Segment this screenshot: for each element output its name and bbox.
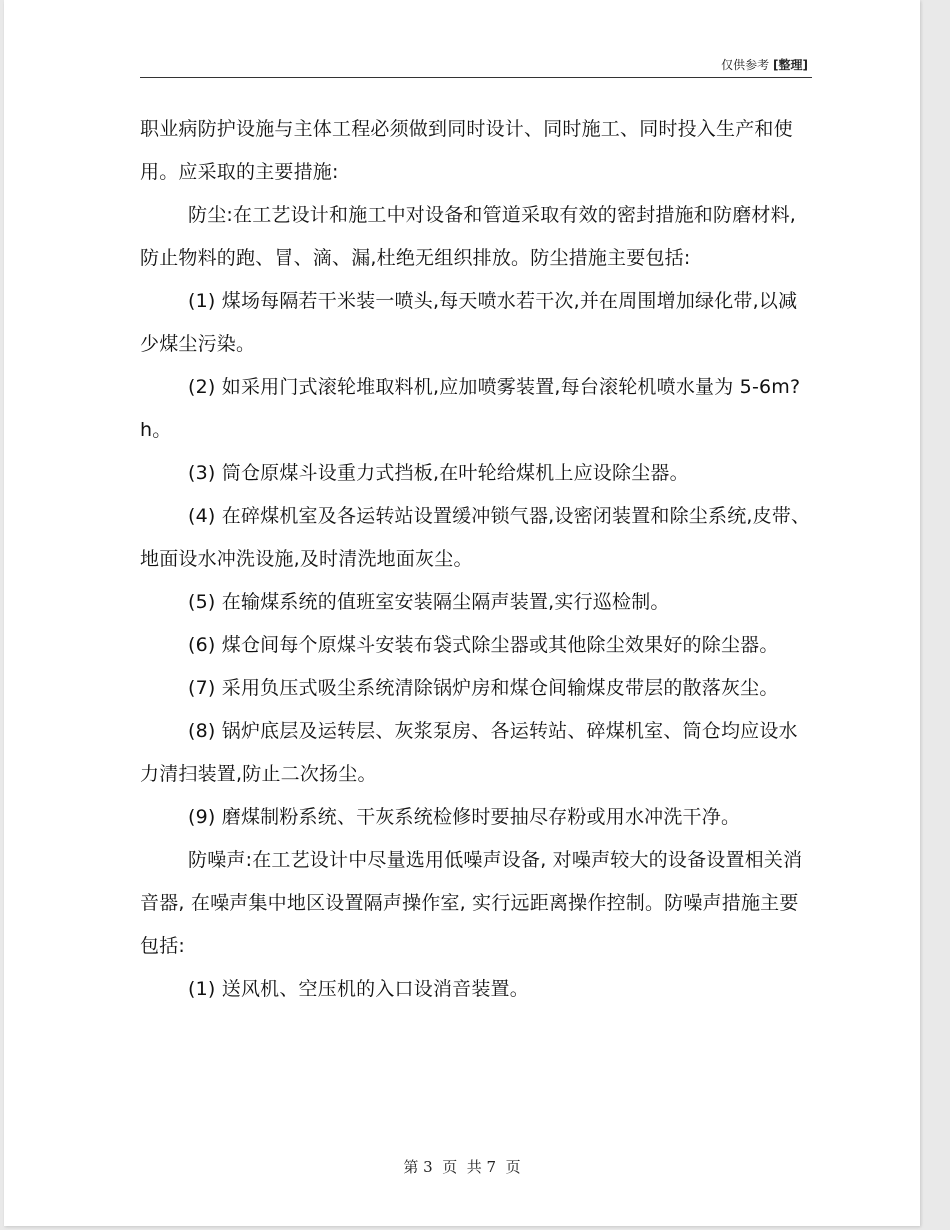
paragraph-8: (6) 煤仓间每个原煤斗安装布袋式除尘器或其他除尘效果好的除尘器。: [188, 634, 779, 656]
document-body: [140, 108, 812, 1011]
document-page: [4, 0, 920, 1226]
paragraph-10: (8) 锅炉底层及运转层、灰浆泵房、各运转站、碎煤机室、筒仓均应设水力清扫装置,防止二次扬尘。: [140, 720, 798, 785]
paragraph-11: (9) 磨煤制粉系统、干灰系统检修时要抽尽存粉或用水冲洗干净。: [188, 806, 741, 828]
paragraph-12: 防噪声:在工艺设计中尽量选用低噪声设备, 对噪声较大的设备设置相关消音器, 在噪声集中地区设置隔声操作室, 实行远距离操作控制。防噪声措施主要包括:: [140, 849, 803, 957]
paragraph-13: (1) 送风机、空压机的入口设消音装置。: [188, 978, 529, 1000]
paragraph-1: 职业病防护设施与主体工程必须做到同时设计、同时施工、同时投入生产和使用。应采取的主要措施:: [140, 118, 793, 183]
paragraph-7: (5) 在输煤系统的值班室安装隔尘隔声装置,实行巡检制。: [188, 591, 670, 613]
header-rule: [140, 77, 812, 78]
paragraph-4: (2) 如采用门式滚轮堆取料机,应加喷雾装置,每台滚轮机喷水量为 5-6m?h。: [140, 376, 801, 441]
paragraph-2: 防尘:在工艺设计和施工中对设备和管道采取有效的密封措施和防磨材料,防止物料的跑、冒、滴、漏,杜绝无组织排放。防尘措施主要包括:: [140, 204, 797, 269]
header-bracket-text: [整理]: [773, 58, 808, 72]
paragraph-5: (3) 筒仓原煤斗设重力式挡板,在叶轮给煤机上应设除尘器。: [188, 462, 689, 484]
header-note-text: 仅供参考: [721, 58, 770, 72]
paragraph-6: (4) 在碎煤机室及各运转站设置缓冲锁气器,设密闭装置和除尘系统,皮带、地面设水冲洗设施,及时清洗地面灰尘。: [140, 505, 811, 570]
paragraph-3: (1) 煤场每隔若干米装一喷头,每天喷水若干次,并在周围增加绿化带,以减少煤尘污染。: [140, 290, 798, 355]
header-note: [721, 56, 808, 73]
page-footer: 第 3 页 共 7 页: [403, 1158, 521, 1176]
paragraph-9: (7) 采用负压式吸尘系统清除锅炉房和煤仓间输煤皮带层的散落灰尘。: [188, 677, 779, 699]
